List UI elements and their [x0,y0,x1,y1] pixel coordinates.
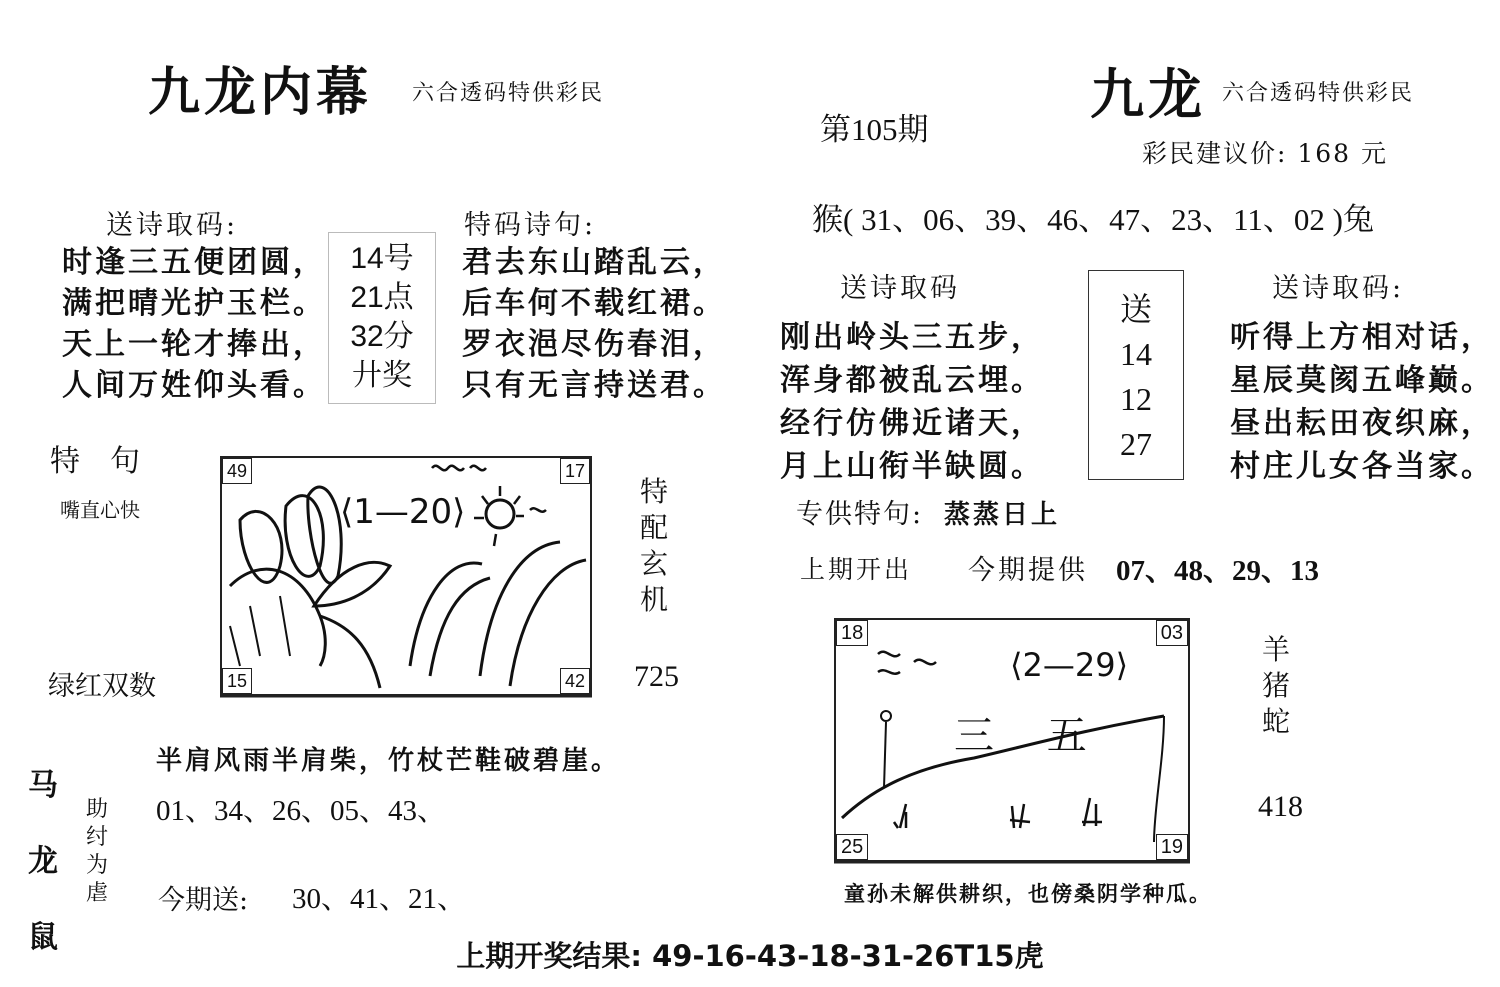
vertical-char: 为 [86,853,109,878]
left-center-box [328,232,436,404]
left-verse-numbers: 01、34、26、05、43、 [156,795,447,827]
poem-line: 满把晴光护玉栏。 [62,286,326,321]
vertical-char: 特 [640,475,669,508]
left-tema-poem [462,242,726,406]
center-box-line: 32分 [350,320,414,353]
vertical-char: 鼠 [28,920,58,955]
right-caption: 童孙未解供耕织，也傍桑阴学种瓜。 [844,881,1212,906]
poem-line: 天上一轮才捧出， [62,327,326,362]
center-box-line: 14 [1120,336,1152,372]
vertical-char: 龙 [28,844,58,879]
vertical-char: 玄 [640,547,669,580]
center-box-line: 21点 [350,281,414,314]
left-right-vertical [640,474,668,618]
color-label: 绿红双数 [48,671,156,702]
right-picture-scribble: ⟨2—29⟩ [1010,646,1129,684]
poem-line: 人间万姓仰头看。 [62,368,326,403]
vertical-char: 猪 [1262,669,1291,702]
vertical-char: 配 [640,511,669,544]
right-poem2 [1230,316,1494,488]
center-box-line: 12 [1120,381,1152,417]
poem-line: 时逢三五便团圆， [62,245,326,280]
right-subtitle: 六合透码特供彩民 [1222,81,1415,106]
corner-number-br: 19 [1156,834,1188,860]
center-box-line: 27 [1120,426,1152,462]
vertical-char: 羊 [1262,633,1291,666]
right-center-box [1088,270,1184,480]
poem-line: 浑身都被乱云埋。 [780,363,1044,398]
side-small-vertical [86,796,108,908]
special-label: 专供特句: [796,499,924,530]
provide-numbers: 07、48、29、13 [1116,555,1320,587]
sequence-right-zodiac: 兔 [1343,202,1374,237]
corner-number-tr: 17 [560,458,590,484]
poem-line: 昼出耘田夜织麻， [1230,406,1494,441]
left-picture-scribble: ⟨1—20⟩ [340,492,466,532]
corner-number-bl: 15 [222,668,252,694]
left-poem [62,242,326,406]
poem-line: 村庄儿女各当家。 [1230,449,1494,484]
right-title: 九龙 [1090,62,1206,126]
vertical-char: 纣 [86,825,109,850]
right-picture [834,618,1190,862]
issue-number: 第105期 [820,112,929,147]
today-label: 今期送: [158,885,249,916]
left-title: 九龙内幕 [148,62,373,123]
provide-label: 今期提供 [968,555,1088,586]
vertical-char: 蛇 [1262,705,1291,738]
poem-line: 月上山衔半缺圆。 [780,449,1044,484]
today-numbers: 30、41、21、 [292,883,467,915]
right-poem2-heading: 送诗取码: [1272,273,1405,304]
center-box-line: 送 [1119,291,1152,327]
sequence-row [812,194,1374,239]
poem-line: 星辰莫阂五峰巅。 [1230,363,1494,398]
teju-label: 特 句 [50,444,140,479]
vertical-char: 机 [640,583,669,616]
corner-number-tl: 18 [836,620,868,646]
poem-line: 只有无言持送君。 [462,368,726,403]
right-right-vertical [1262,632,1290,740]
sequence-left-zodiac: 猴 [812,202,843,237]
right-right-number: 418 [1258,790,1303,823]
left-subtitle: 六合透码特供彩民 [412,81,605,106]
right-poem1 [780,316,1044,488]
left-tema-heading: 特码诗句: [464,210,597,241]
left-picture [220,456,592,696]
right-picture-text: 三 五 [954,713,1107,759]
vertical-char: 虐 [86,881,109,906]
vertical-char: 马 [28,768,58,803]
corner-number-tl: 49 [222,458,252,484]
right-poem1-heading: 送诗取码 [840,273,960,304]
corner-number-tr: 03 [1156,620,1188,646]
poem-line: 后车何不载红裙。 [462,286,726,321]
price: 彩民建议价: 168 元 [1142,139,1389,168]
corner-number-br: 42 [560,668,590,694]
left-poem-heading: 送诗取码: [106,210,239,241]
center-box-line: 廾奖 [352,359,412,392]
left-verse: 半肩风雨半肩柴，竹杖芒鞋破碧崖。 [156,746,621,776]
poem-line: 听得上方相对话， [1230,320,1494,355]
poem-line: 经行仿佛近诸天， [780,406,1044,441]
poem-line: 君去东山踏乱云， [462,245,726,280]
teju-value: 嘴直心快 [60,498,140,522]
poem-line: 罗衣浥尽伤春泪， [462,327,726,362]
vertical-char: 助 [86,797,109,822]
poem-line: 刚出岭头三五步， [780,320,1044,355]
last-result: 上期开奖结果: 49-16-43-18-31-26T15虎 [456,939,1044,973]
center-box-line: 14号 [350,242,414,275]
left-right-number: 725 [634,660,679,693]
corner-number-bl: 25 [836,834,868,860]
sequence-numbers: ( 31、06、39、46、47、23、11、02 ) [843,202,1343,237]
special-value: 蒸蒸日上 [944,500,1061,530]
last-label: 上期开出 [800,555,913,584]
